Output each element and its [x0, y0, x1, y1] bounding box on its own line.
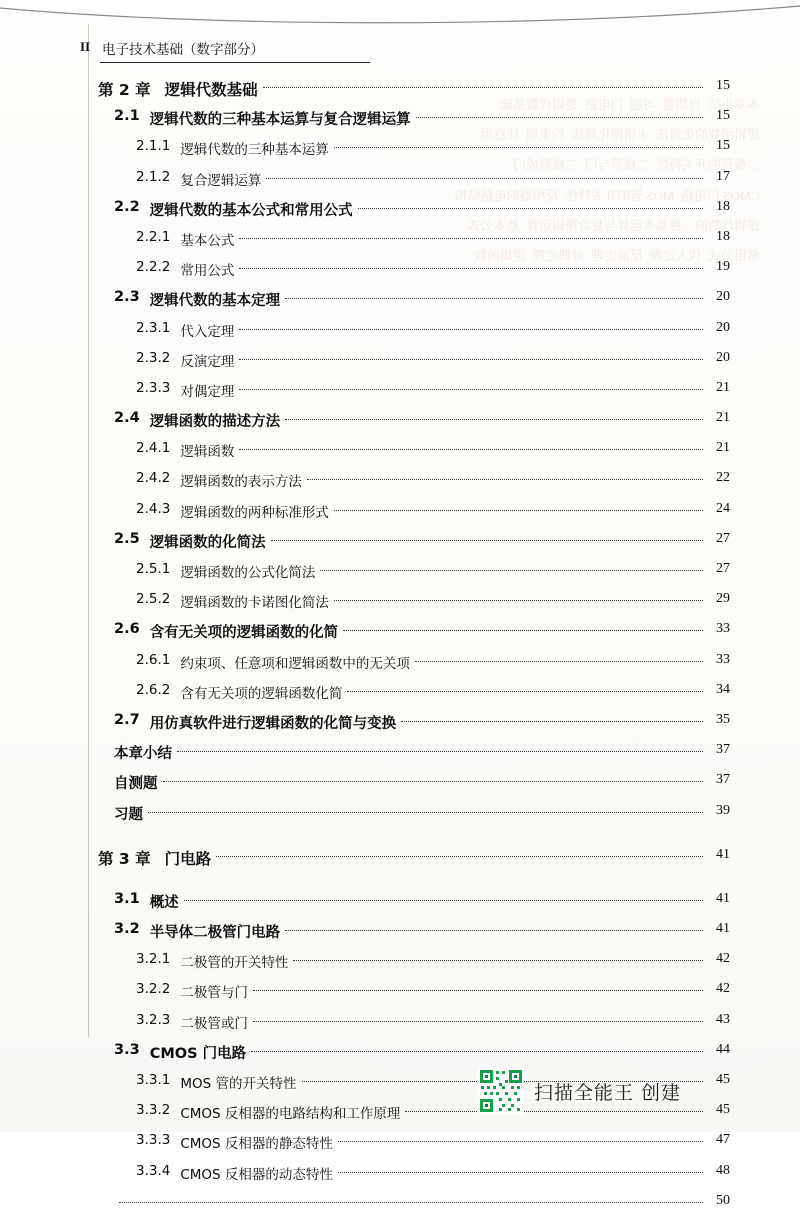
toc-leader-dots — [239, 377, 703, 390]
toc-entry-page: 21 — [716, 410, 730, 426]
toc-leader-dots — [239, 347, 703, 360]
toc-entry-number: 2.5.2 — [136, 591, 171, 608]
toc-entry-page: 33 — [716, 651, 730, 667]
toc-entry-title: 含有无关项的逻辑函数的化简 — [149, 625, 339, 642]
toc-entry[interactable] — [98, 380, 730, 410]
toc-entry-page: 18 — [716, 198, 730, 214]
toc-leader-dots — [253, 1009, 703, 1022]
toc-entry[interactable] — [98, 470, 730, 500]
toc-entry-title: 基本公式 — [180, 232, 235, 249]
toc-leader-dots — [239, 256, 703, 269]
toc-entry-title: 用仿真软件进行逻辑函数的化简与变换 — [149, 715, 397, 732]
toc-leader-dots — [338, 1129, 703, 1142]
toc-entry-page: 15 — [716, 108, 730, 124]
toc-entry-page: 33 — [716, 621, 730, 637]
toc-entry-title: 逻辑代数的三种基本运算与复合逻辑运算 — [149, 112, 411, 129]
toc-entry-title: 逻辑函数的公式化简法 — [180, 565, 316, 581]
toc-entry-page: 18 — [716, 228, 730, 244]
toc-entry-number: 2.6 — [114, 621, 140, 638]
toc-entry-title: 约束项、任意项和逻辑函数中的无关项 — [180, 655, 410, 672]
toc-entry-number: 3.2.2 — [136, 981, 171, 998]
toc-entry-page: 42 — [716, 951, 730, 967]
toc-entry-number: 2.2.1 — [136, 228, 171, 245]
toc-entry-title: 本章小结 — [114, 746, 172, 763]
toc-entry-page: 15 — [716, 78, 730, 93]
toc-entry-number: 2.3.3 — [136, 379, 171, 396]
toc-entry-title: 逻辑函数的两种标准形式 — [180, 504, 329, 521]
toc-entry-title: CMOS 反相器的电路结构和工作原理 — [180, 1106, 401, 1123]
toc-entry[interactable] — [98, 921, 730, 951]
toc-entry-number: 3.2 — [114, 921, 140, 938]
toc-entry-number: 2.3.1 — [136, 319, 171, 336]
toc-entry-number: 3.3.2 — [136, 1102, 171, 1119]
toc-entry-number: 2.2 — [114, 198, 140, 215]
toc-entry-title: 逻辑函数的卡诺图化简法 — [180, 595, 329, 612]
book-spine-line — [88, 24, 89, 1037]
toc-entry-title: CMOS 反相器的静态特性 — [180, 1136, 333, 1153]
toc-leader-dots — [285, 407, 703, 420]
toc-entry[interactable] — [98, 561, 730, 591]
toc-entry[interactable] — [98, 951, 730, 981]
toc-entry-title: 代入定理 — [180, 323, 235, 340]
toc-entry[interactable] — [98, 229, 730, 259]
table-of-contents — [98, 78, 730, 1223]
toc-entry-number: 第 2 章 — [98, 81, 151, 99]
toc-entry-title: 逻辑代数的基本定理 — [149, 293, 281, 310]
running-title: 电子技术基础（数字部分） — [102, 42, 264, 58]
toc-leader-dots — [293, 948, 703, 961]
toc-leader-dots — [401, 709, 703, 722]
toc-leader-dots — [251, 1039, 703, 1052]
toc-leader-dots — [184, 888, 703, 901]
toc-leader-dots — [334, 135, 703, 148]
toc-entry-title: 逻辑代数的基本公式和常用公式 — [149, 202, 353, 219]
toc-entry-number: 2.4.3 — [136, 500, 171, 517]
toc-entry[interactable] — [98, 847, 730, 877]
toc-entry-title: 二极管与门 — [180, 985, 248, 1002]
toc-entry-number: 3.3 — [114, 1041, 140, 1058]
toc-entry[interactable] — [98, 1132, 730, 1162]
toc-leader-dots — [239, 317, 703, 330]
toc-entry-number: 3.2.3 — [136, 1011, 171, 1028]
toc-entry-page: 29 — [716, 591, 730, 607]
toc-leader-dots — [307, 467, 703, 480]
toc-entry-number: 2.4.2 — [136, 470, 171, 487]
toc-leader-dots — [253, 978, 703, 991]
page-header — [80, 38, 700, 62]
toc-entry-page: 21 — [716, 440, 730, 456]
toc-entry[interactable] — [98, 108, 730, 138]
toc-entry-page: 19 — [716, 259, 730, 275]
toc-entry-title: 含有无关项的逻辑函数化简 — [180, 685, 343, 702]
toc-entry-number: 3.2.1 — [136, 951, 171, 968]
toc-entry-page: 17 — [716, 168, 730, 184]
toc-entry-page: 35 — [716, 711, 730, 727]
toc-entry[interactable] — [98, 78, 730, 108]
toc-entry-number: 2.1 — [114, 108, 140, 125]
toc-entry-page: 48 — [716, 1162, 730, 1178]
toc-entry-number: 2.4 — [114, 410, 140, 427]
toc-entry[interactable] — [98, 169, 730, 199]
toc-entry-title: 复合逻辑运算 — [180, 172, 262, 189]
toc-entry-page: 20 — [716, 349, 730, 365]
toc-entry[interactable] — [98, 1163, 730, 1193]
toc-leader-dots — [263, 75, 703, 88]
toc-entry-page: 45 — [716, 1072, 730, 1087]
toc-entry-number: 2.4.1 — [136, 440, 171, 457]
toc-entry[interactable] — [98, 682, 730, 712]
toc-entry[interactable] — [98, 712, 730, 742]
toc-leader-dots — [216, 844, 703, 857]
toc-entry-page: 27 — [716, 530, 730, 546]
toc-entry-page: 37 — [716, 742, 730, 758]
toc-entry[interactable] — [98, 289, 730, 319]
toc-leader-dots — [163, 769, 704, 782]
toc-leader-dots — [358, 196, 703, 209]
toc-entry[interactable] — [98, 742, 730, 772]
toc-entry[interactable] — [98, 981, 730, 1011]
toc-entry-page: 42 — [716, 981, 730, 997]
toc-entry[interactable] — [98, 410, 730, 440]
toc-entry[interactable] — [98, 531, 730, 561]
toc-entry-title: 门电路 — [164, 849, 212, 868]
toc-entry[interactable] — [98, 621, 730, 651]
toc-leader-dots — [320, 558, 703, 571]
toc-entry-title: 概述 — [149, 894, 179, 911]
scanner-watermark — [478, 1068, 681, 1114]
toc-leader-dots — [416, 105, 703, 118]
toc-entry-number: 2.3 — [114, 289, 140, 306]
toc-leader-dots — [239, 437, 703, 450]
toc-entry-number: 3.3.4 — [136, 1162, 171, 1179]
toc-entry-page: 34 — [716, 681, 730, 697]
toc-leader-dots — [285, 286, 703, 299]
toc-entry-title: 逻辑代数的三种基本运算 — [180, 142, 329, 159]
toc-entry-title: CMOS 门电路 — [149, 1045, 247, 1062]
toc-leader-dots — [338, 1160, 703, 1173]
toc-entry-title: 逻辑函数的化简法 — [149, 534, 266, 551]
toc-leader-dots — [347, 679, 703, 692]
toc-entry-title: 逻辑代数基础 — [164, 81, 258, 99]
toc-entry-number: 2.1.2 — [136, 168, 171, 185]
toc-entry-number: 第 3 章 — [98, 849, 151, 868]
qr-code-icon — [478, 1068, 524, 1114]
toc-entry-number: 2.1.1 — [136, 138, 171, 155]
toc-leader-dots — [148, 800, 703, 813]
toc-entry[interactable] — [98, 1193, 730, 1223]
toc-entry-page: 20 — [716, 289, 730, 305]
toc-entry-page: 39 — [716, 802, 730, 818]
toc-leader-dots — [415, 649, 703, 662]
toc-entry[interactable] — [98, 1012, 730, 1042]
toc-entry-title: 二极管或门 — [180, 1015, 248, 1032]
toc-entry-page: 15 — [716, 138, 730, 154]
toc-entry[interactable] — [98, 138, 730, 168]
toc-entry-number: 3.3.1 — [136, 1072, 171, 1088]
toc-entry-title: 逻辑函数的描述方法 — [149, 414, 281, 431]
toc-entry-title: 半导体二极管门电路 — [149, 925, 281, 942]
toc-entry-number: 2.5.1 — [136, 561, 171, 577]
toc-entry-title: 自测题 — [114, 776, 158, 793]
toc-entry-number: 2.2.2 — [136, 259, 171, 276]
toc-leader-dots — [285, 918, 703, 931]
toc-leader-dots — [271, 528, 703, 541]
toc-entry-title: 逻辑函数 — [180, 444, 235, 461]
toc-leader-dots — [119, 1190, 703, 1203]
toc-entry-title: 逻辑函数的表示方法 — [180, 474, 302, 491]
toc-entry[interactable] — [98, 259, 730, 289]
toc-leader-dots — [239, 226, 703, 239]
toc-entry[interactable] — [98, 803, 730, 833]
toc-entry-page: 37 — [716, 772, 730, 788]
toc-entry-page: 24 — [716, 500, 730, 516]
toc-entry-page: 44 — [716, 1041, 730, 1057]
toc-entry-number: 2.5 — [114, 530, 140, 547]
toc-entry-page: 41 — [716, 890, 730, 906]
toc-entry-page: 50 — [716, 1192, 730, 1208]
toc-leader-dots — [177, 739, 703, 752]
watermark-label: 扫描全能王 创建 — [534, 1081, 682, 1104]
toc-entry-page: 41 — [716, 846, 730, 862]
toc-leader-dots — [343, 618, 703, 631]
toc-entry-page: 21 — [716, 379, 730, 395]
toc-entry-number: 2.7 — [114, 711, 140, 728]
toc-entry-page: 45 — [716, 1102, 730, 1118]
toc-entry-page: 41 — [716, 921, 730, 937]
toc-entry-page: 22 — [716, 470, 730, 486]
toc-entry[interactable] — [98, 320, 730, 350]
toc-entry-title: MOS 管的开关特性 — [180, 1076, 297, 1092]
toc-entry[interactable] — [98, 891, 730, 921]
header-rule — [100, 62, 370, 63]
toc-entry-page: 27 — [716, 561, 730, 576]
toc-entry-title: CMOS 反相器的动态特性 — [180, 1166, 333, 1183]
toc-entry[interactable] — [98, 501, 730, 531]
toc-entry[interactable] — [98, 652, 730, 682]
toc-entry-number: 3.3.3 — [136, 1132, 171, 1149]
toc-entry[interactable] — [98, 199, 730, 229]
toc-entry-page: 20 — [716, 319, 730, 335]
toc-entry[interactable] — [98, 772, 730, 802]
toc-leader-dots — [334, 498, 703, 511]
toc-entry-title: 常用公式 — [180, 263, 235, 280]
toc-entry[interactable] — [98, 440, 730, 470]
toc-entry-title: 对偶定理 — [180, 383, 235, 400]
toc-entry-title: 二极管的开关特性 — [180, 955, 289, 972]
toc-entry[interactable] — [98, 591, 730, 621]
toc-entry[interactable] — [98, 350, 730, 380]
toc-entry-number: 2.6.1 — [136, 651, 171, 668]
toc-entry-title: 习题 — [114, 806, 143, 823]
page-folio: II — [80, 39, 91, 54]
toc-entry-title: 反演定理 — [180, 353, 235, 370]
toc-leader-dots — [334, 588, 703, 601]
toc-entry-number: 3.1 — [114, 890, 140, 907]
toc-entry-number: 2.6.2 — [136, 681, 171, 698]
toc-leader-dots — [266, 166, 703, 179]
toc-entry-number: 2.3.2 — [136, 349, 171, 366]
toc-entry-page: 47 — [716, 1132, 730, 1148]
toc-entry-page: 43 — [716, 1011, 730, 1027]
